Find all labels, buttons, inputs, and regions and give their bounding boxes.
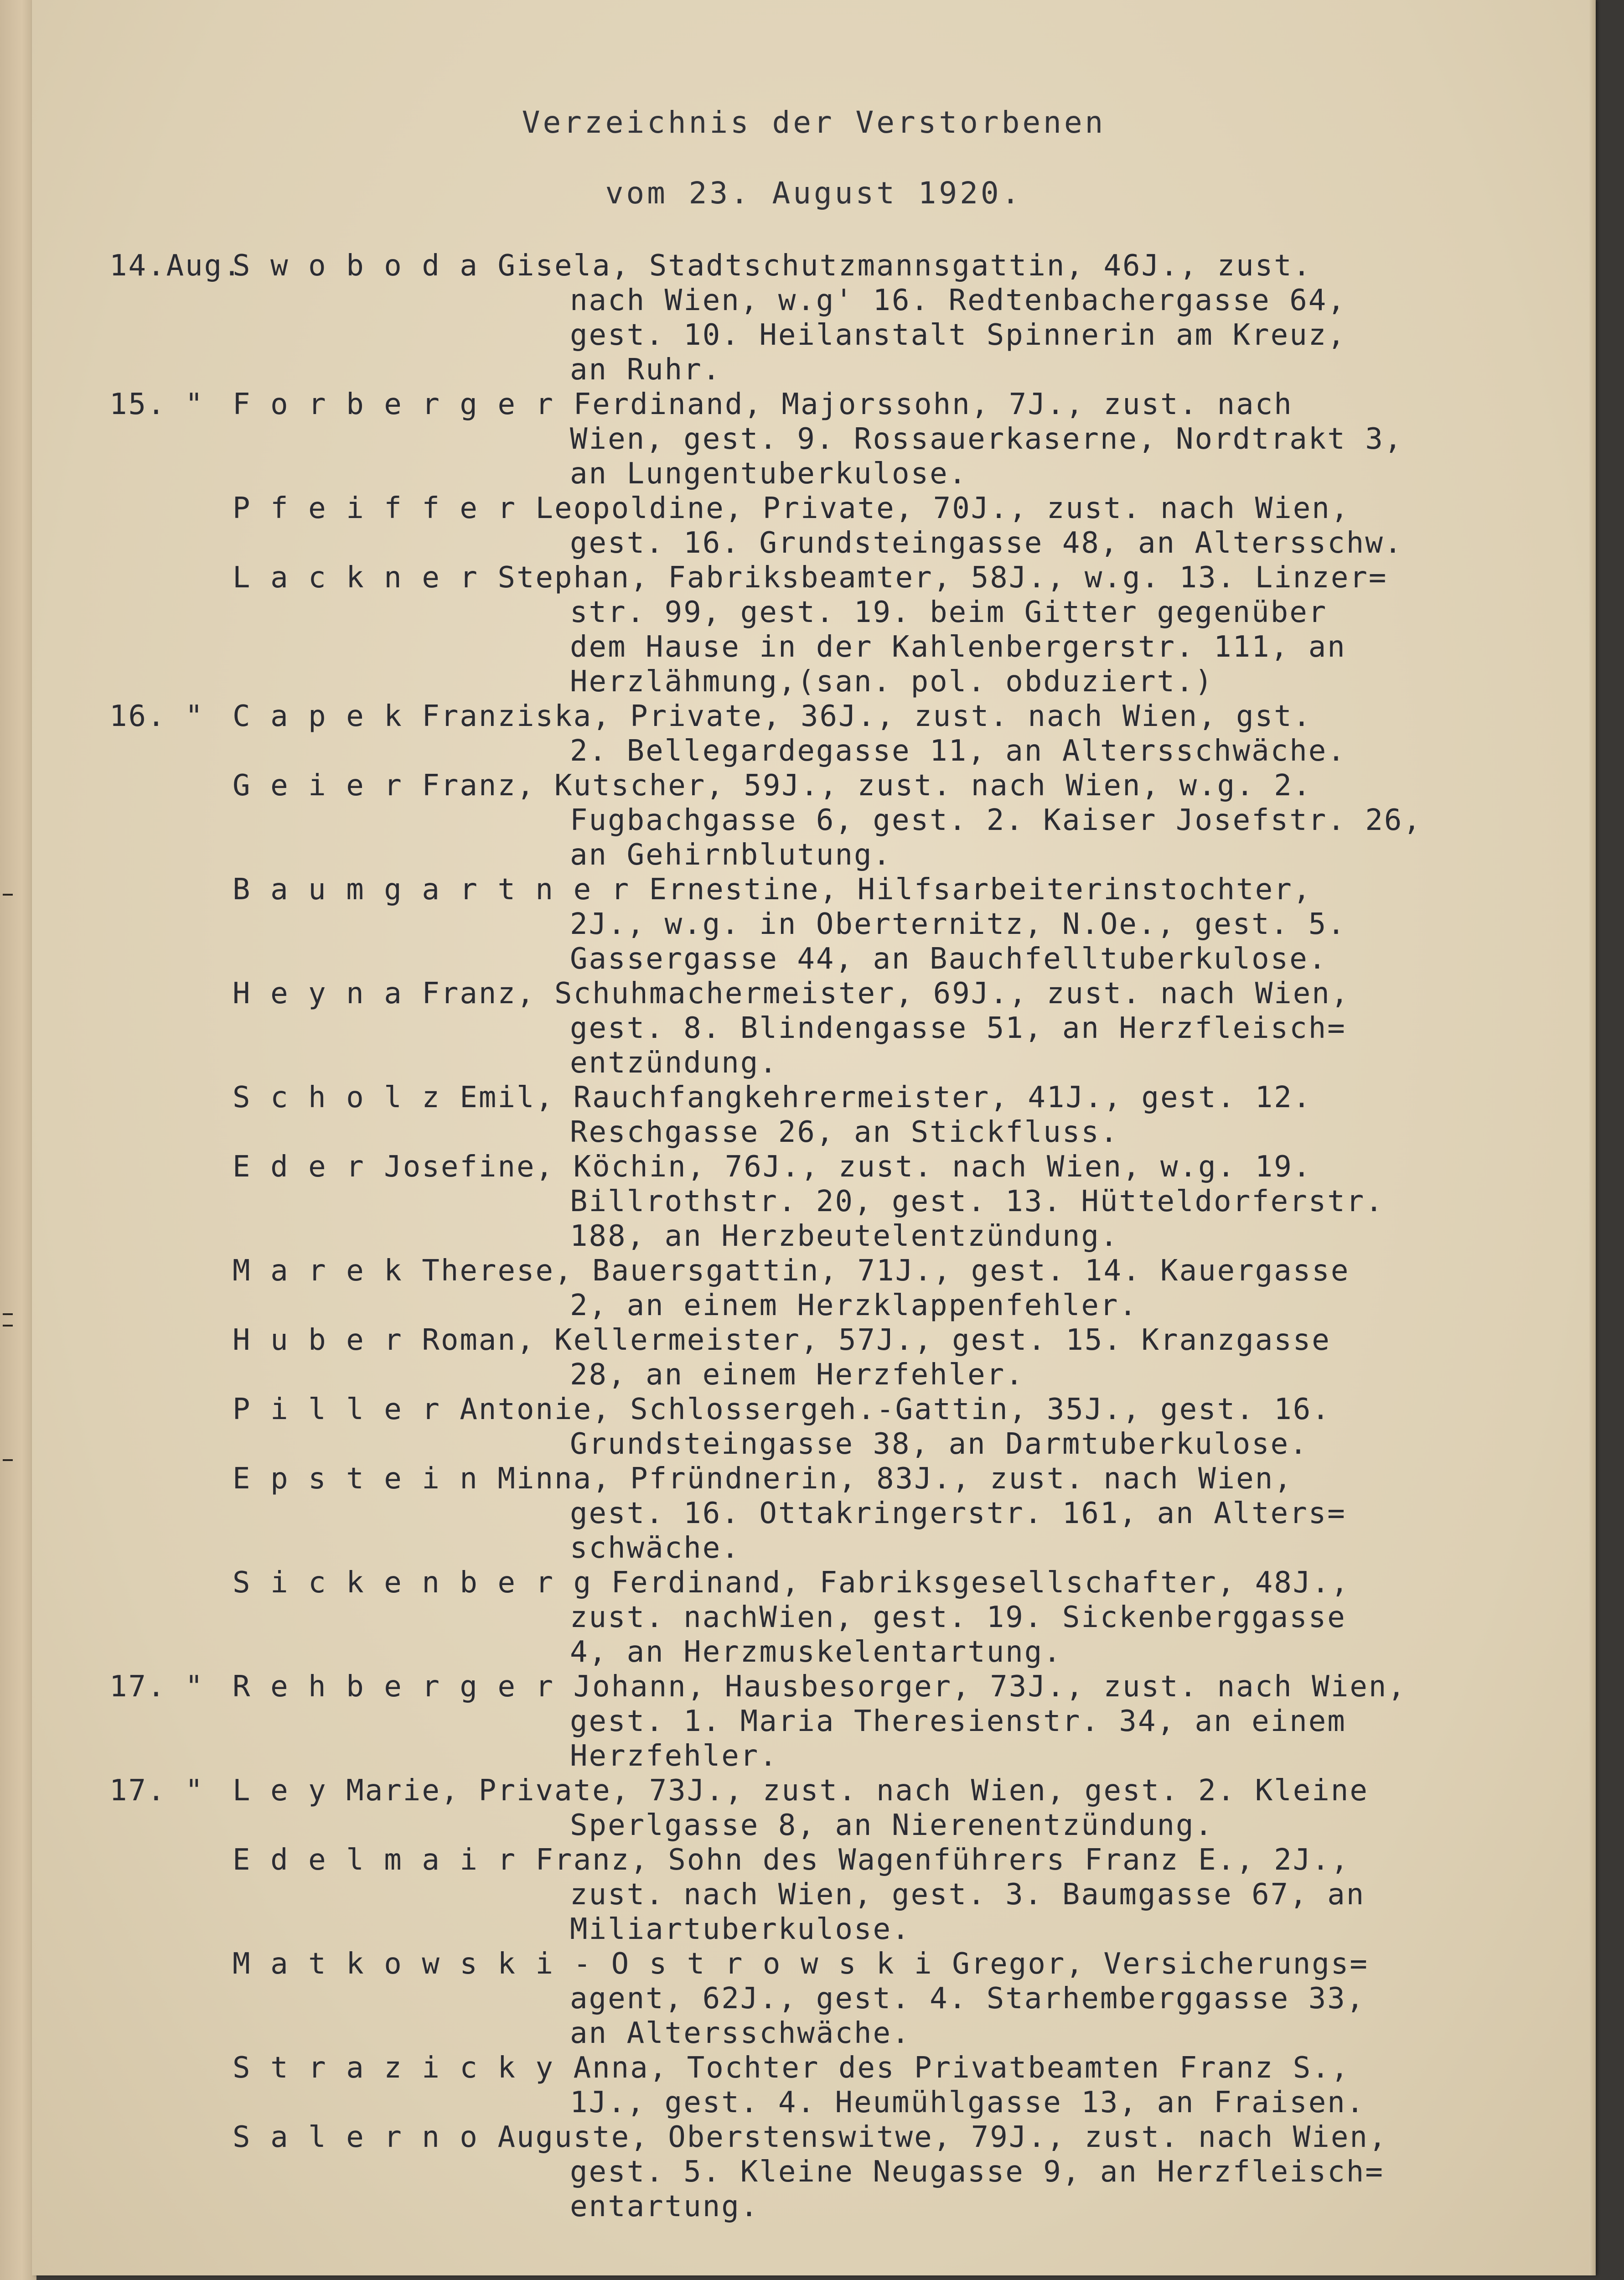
entry-text-line: dem Hause in der Kahlenbergerstr. 111, an — [570, 630, 1346, 664]
entry-text-line: entartung. — [570, 2190, 760, 2223]
entry-text-line: Therese, Bauersgattin, 71J., gest. 14. Kauergasse — [422, 1254, 1350, 1288]
entry-first-line — [233, 768, 1312, 803]
entry-text-line: an Altersschwäche. — [570, 2016, 911, 2050]
entry-text-line: an Gehirnblutung. — [570, 838, 892, 872]
entry-first-line — [233, 872, 1312, 907]
entry-text-line: an Ruhr. — [570, 353, 722, 387]
entry-first-line — [233, 976, 1350, 1011]
entry-text-line: gest. 16. Ottakringerstr. 161, an Alters= — [570, 1497, 1346, 1530]
entry-surname: E p s t e i n — [233, 1462, 479, 1496]
entry-first-line — [233, 1947, 1369, 1981]
entry-surname: L a c k n e r — [233, 561, 479, 595]
entry-first-line — [233, 491, 1350, 526]
entry-text-line: Reschgasse 26, an Stickfluss. — [570, 1115, 1119, 1149]
entry-text-line: Fugbachgasse 6, gest. 2. Kaiser Josefstr. 26, — [570, 803, 1422, 837]
entry-text-line: entzündung. — [570, 1046, 778, 1080]
entry-surname: B a u m g a r t n e r — [233, 873, 631, 907]
entry-text-line: Antonie, Schlossergeh.-Gattin, 35J., gest. 16. — [460, 1393, 1331, 1426]
entry-text-line: gest. 8. Blindengasse 51, an Herzfleisch= — [570, 1011, 1346, 1045]
entry-surname: R e h b e r g e r — [233, 1670, 555, 1704]
entry-first-line — [233, 1565, 1350, 1600]
entry-surname: M a t k o w s k i - O s t r o w s k i — [233, 1947, 933, 1981]
entry-text-line: Miliartuberkulose. — [570, 1912, 911, 1946]
entry-text-line: Herzfehler. — [570, 1739, 778, 1773]
entry-text-line: zust. nachWien, gest. 19. Sickenberggasse — [570, 1601, 1346, 1634]
entry-text-line: schwäche. — [570, 1531, 740, 1565]
entry-text-line: Gregor, Versicherungs= — [952, 1947, 1369, 1981]
entry-text-line: Anna, Tochter des Privatbeamten Franz S., — [573, 2051, 1350, 2085]
entry-text-line: gest. 5. Kleine Neugasse 9, an Herzfleisch= — [570, 2155, 1384, 2189]
entry-date: 17. " — [109, 1774, 204, 1808]
entry-text-line: Franz, Kutscher, 59J., zust. nach Wien, w.g. 2. — [422, 769, 1312, 803]
document-page — [32, 0, 1596, 2275]
entry-text-line: Marie, Private, 73J., zust. nach Wien, gest. 2. Kleine — [346, 1774, 1369, 1808]
entry-surname: E d e l m a i r — [233, 1843, 517, 1877]
entry-text-line: Sperlgasse 8, an Nierenentzündung. — [570, 1808, 1214, 1842]
entry-text-line: Ferdinand, Majorssohn, 7J., zust. nach — [573, 388, 1293, 421]
page-edge — [1589, 0, 1596, 2275]
entry-text-line: Minna, Pfründnerin, 83J., zust. nach Wien, — [497, 1462, 1293, 1496]
entry-text-line: Emil, Rauchfangkehrermeister, 41J., gest. 12. — [460, 1081, 1312, 1114]
entry-text-line: gest. 16. Grundsteingasse 48, an Altersschw. — [570, 526, 1403, 560]
entry-surname: P f e i f f e r — [233, 492, 517, 525]
entry-surname: C a p e k — [233, 700, 403, 733]
entry-text-line: gest. 10. Heilanstalt Spinnerin am Kreuz, — [570, 318, 1346, 352]
entry-first-line — [233, 1669, 1407, 1704]
entry-date: 16. " — [109, 700, 204, 733]
entry-first-line — [233, 1323, 1331, 1358]
entry-first-line — [233, 560, 1387, 595]
entry-text-line: Franziska, Private, 36J., zust. nach Wien, gst. — [422, 700, 1312, 733]
entry-surname: S a l e r n o — [233, 2120, 479, 2154]
entry-text-line: Grundsteingasse 38, an Darmtuberkulose. — [570, 1427, 1309, 1461]
entry-surname: S t r a z i c k y — [233, 2051, 555, 2085]
entry-first-line — [233, 387, 1293, 422]
entry-first-line — [233, 1773, 1369, 1808]
entry-text-line: gest. 1. Maria Theresienstr. 34, an einem — [570, 1705, 1346, 1738]
entry-text-line: Ernestine, Hilfsarbeiterinstochter, — [649, 873, 1312, 907]
entry-first-line — [233, 1392, 1331, 1427]
entry-text-line: nach Wien, w.g' 16. Redtenbachergasse 64, — [570, 284, 1346, 317]
entry-text-line: 28, an einem Herzfehler. — [570, 1358, 1024, 1392]
entry-surname: F o r b e r g e r — [233, 388, 555, 421]
entry-text-line: an Lungentuberkulose. — [570, 457, 968, 491]
entry-surname: S w o b o d a — [233, 249, 479, 283]
entry-text-line: Gassergasse 44, an Bauchfelltuberkulose. — [570, 942, 1328, 976]
entry-surname: G e i e r — [233, 769, 403, 803]
entry-surname: L e y — [233, 1774, 327, 1808]
entry-text-line: Gisela, Stadtschutzmannsgattin, 46J., zust. — [497, 249, 1312, 283]
entry-surname: S i c k e n b e r g — [233, 1566, 593, 1600]
entry-text-line: Auguste, Oberstenswitwe, 79J., zust. nach Wien, — [497, 2120, 1388, 2154]
entry-surname: E d e r — [233, 1150, 365, 1184]
entry-text-line: Billrothstr. 20, gest. 13. Hütteldorferstr. — [570, 1185, 1384, 1218]
entry-text-line: 2. Bellegardegasse 11, an Altersschwäche. — [570, 734, 1346, 768]
entry-date: 17. " — [109, 1670, 204, 1704]
entry-first-line — [233, 1080, 1312, 1115]
entry-text-line: Leopoldine, Private, 70J., zust. nach Wien, — [535, 492, 1350, 525]
entry-text-line: Roman, Kellermeister, 57J., gest. 15. Kranzgasse — [422, 1323, 1331, 1357]
entry-text-line: Stephan, Fabriksbeamter, 58J., w.g. 13. Linzer= — [497, 561, 1388, 595]
entry-surname: S c h o l z — [233, 1081, 441, 1114]
entry-text-line: agent, 62J., gest. 4. Starhemberggasse 33, — [570, 1982, 1365, 2016]
entry-text-line: 2, an einem Herzklappenfehler. — [570, 1289, 1138, 1322]
entry-text-line: Herzlähmung,(san. pol. obduziert.) — [570, 665, 1214, 699]
entry-first-line — [233, 2120, 1387, 2155]
entry-text-line: str. 99, gest. 19. beim Gitter gegenüber — [570, 596, 1328, 629]
book-spine — [0, 0, 36, 2280]
entry-surname: H u b e r — [233, 1323, 403, 1357]
entry-surname: H e y n a — [233, 977, 403, 1010]
entry-text-line: 2J., w.g. in Oberternitz, N.Oe., gest. 5. — [570, 907, 1346, 941]
entry-first-line — [233, 2051, 1350, 2085]
entry-first-line — [233, 1254, 1350, 1288]
document-date: vom 23. August 1920. — [605, 176, 1023, 211]
entry-text-line: 4, an Herzmuskelentartung. — [570, 1635, 1062, 1669]
entry-text-line: 188, an Herzbeutelentzündung. — [570, 1219, 1119, 1253]
entry-text-line: Ferdinand, Fabriksgesellschafter, 48J., — [611, 1566, 1350, 1600]
entry-surname: M a r e k — [233, 1254, 403, 1288]
entry-text-line: Johann, Hausbesorger, 73J., zust. nach Wien, — [573, 1670, 1407, 1704]
entry-date: 14.Aug. — [109, 249, 242, 283]
entry-text-line: Wien, gest. 9. Rossauerkaserne, Nordtrakt 3, — [570, 422, 1403, 456]
spine-marks — [3, 0, 21, 2280]
entry-text-line: Franz, Schuhmachermeister, 69J., zust. nach Wien, — [422, 977, 1350, 1010]
entry-first-line — [233, 699, 1312, 734]
entry-first-line — [233, 1461, 1293, 1496]
entry-text-line: zust. nach Wien, gest. 3. Baumgasse 67, an — [570, 1878, 1365, 1912]
entry-text-line: Josefine, Köchin, 76J., zust. nach Wien, w.g. 19. — [384, 1150, 1312, 1184]
entry-surname: P i l l e r — [233, 1393, 441, 1426]
document-title: Verzeichnis der Verstorbenen — [522, 105, 1106, 140]
entry-first-line — [233, 1150, 1312, 1184]
entry-text-line: 1J., gest. 4. Heumühlgasse 13, an Fraisen. — [570, 2086, 1365, 2119]
entry-text-line: Franz, Sohn des Wagenführers Franz E., 2J., — [535, 1843, 1350, 1877]
entry-first-line — [233, 249, 1312, 283]
entry-date: 15. " — [109, 388, 204, 421]
entry-first-line — [233, 1843, 1350, 1877]
